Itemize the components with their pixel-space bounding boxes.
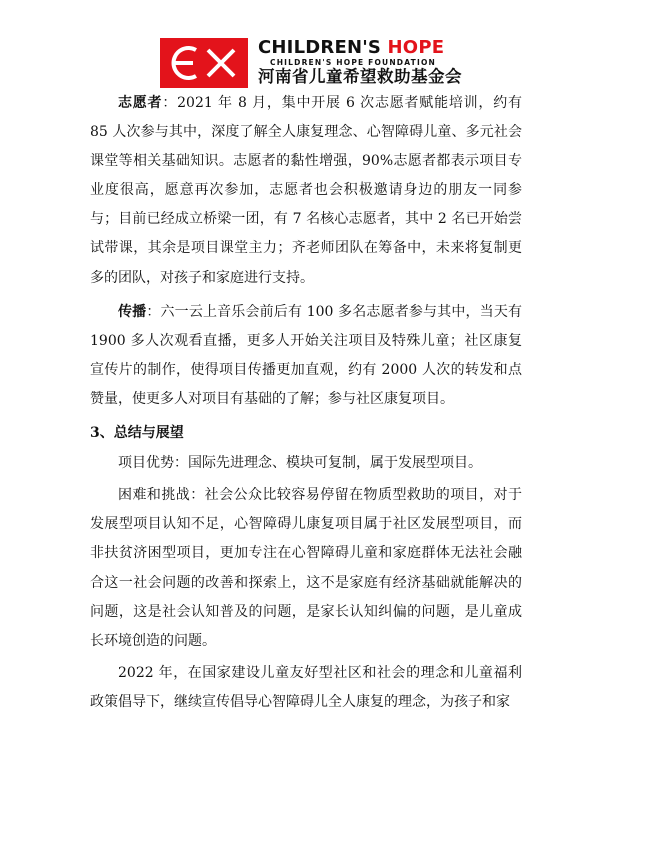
spread-text: ：六一云上音乐会前后有 100 多名志愿者参与其中，当天有 1900 多人次观看直播，更多人开始关注项目及特殊儿童；社区康复宣传片的制作，使得项目传播更加直观，约有 2000 人次的转发和点赞量，使更多人对项目有基础的了解；参与社区康复项目。: [90, 303, 522, 407]
challenge-paragraph: 困难和挑战：社会公众比较容易停留在物质型救助的项目，对于发展型项目认知不足，心智障碍儿康复项目属于社区发展型项目，而非扶贫济困型项目，更加专注在心智障碍儿童和家庭群体无法社会融合这一社会问题的改善和探索上，这不是家庭有经济基础就能解决的问题，这是社会认知普及的问题，是家长认知纠偏的问题，是儿童成长环境创造的问题。: [90, 487, 522, 649]
advantage-paragraph: 项目优势：国际先进理念、模块可复制，属于发展型项目。: [118, 455, 482, 472]
foundation-header: [160, 38, 460, 88]
brand-subtitle: CHILDREN'S HOPE FOUNDATION: [270, 58, 437, 67]
summary-heading: 3、总结与展望: [90, 425, 184, 442]
volunteer-text: ：2021 年 8 月，集中开展 6 次志愿者赋能培训，约有 85 人次参与其中，深度了解全人康复理念、心智障碍儿童、多元社会课堂等相关基础知识。志愿者的黏性增强，90%志愿者都表示项目专业度很高，愿意再次参加，志愿者也会积极邀请身边的朋友一同参与；目前已经成立桥梁一团，有 7 名核心志愿者，其中 2 名已开始尝试带课，其余是项目课堂主力；齐老师团队在筹备中，未来将复制更多的团队，对孩子和家庭进行支持。: [90, 95, 522, 286]
brand-name-accent: HOPE: [387, 37, 445, 58]
brand-name: CHILDREN'S HOPE: [258, 37, 445, 58]
brand-chinese-name: 河南省儿童希望救助基金会: [258, 67, 462, 86]
document-body: [90, 89, 522, 717]
volunteer-label: 志愿者: [118, 95, 163, 111]
volunteer-paragraph: [90, 89, 522, 293]
childrens-hope-logo-icon: [160, 38, 248, 88]
outlook-paragraph: 2022 年，在国家建设儿童友好型社区和社会的理念和儿童福利政策倡导下，继续宣传倡导心智障碍儿全人康复的理念，为孩子和家: [90, 664, 522, 710]
spread-label: 传播: [118, 303, 147, 320]
spread-paragraph: [90, 298, 522, 414]
